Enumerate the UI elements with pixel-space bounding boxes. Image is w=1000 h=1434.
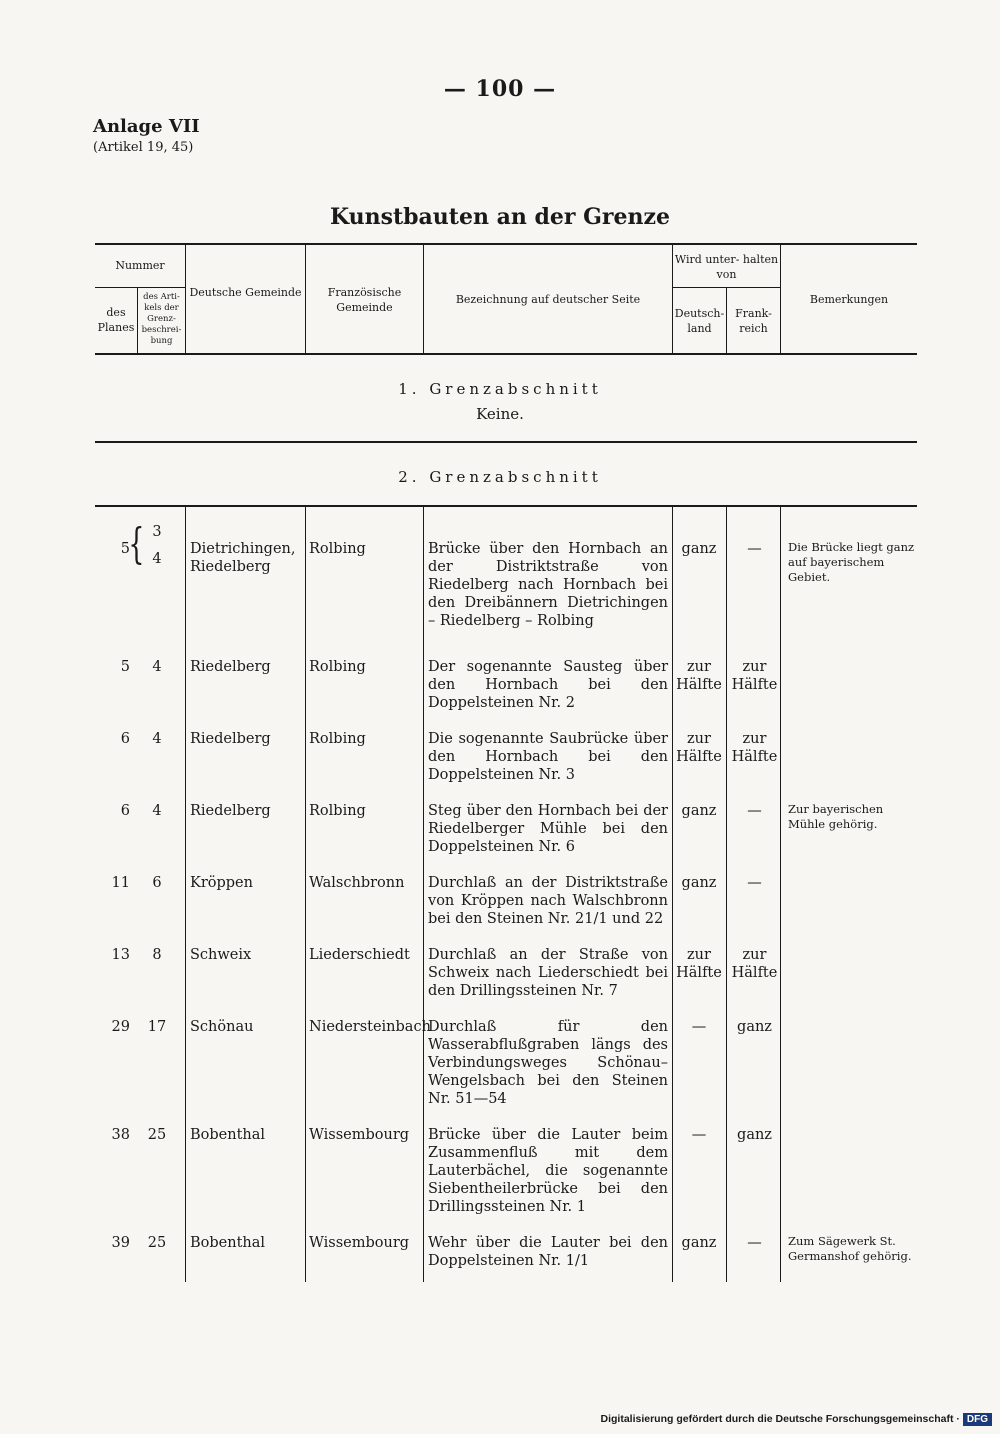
description: Die sogenannte Saubrücke über den Hornbach bei den Doppelsteinen Nr. 3	[428, 731, 668, 783]
french-municipality: Wissembourg	[309, 1235, 410, 1251]
section-rule	[95, 441, 917, 443]
maintained-by-france: ganz	[737, 1127, 772, 1143]
column-rule	[305, 507, 306, 1282]
article-number: 25	[147, 1235, 167, 1251]
header-bezeichnung: Bezeichnung auf deutscher Seite	[455, 293, 641, 306]
article-number: 4	[152, 659, 162, 675]
article-number: 4	[152, 803, 162, 819]
article-number: 17	[147, 1019, 167, 1035]
remarks: Zum Sägewerk St. Germanshof gehörig.	[788, 1234, 912, 1263]
footer-credit	[601, 1413, 993, 1426]
maintained-by-germany: ganz	[681, 1235, 717, 1251]
nummer-sub-rule	[95, 287, 185, 288]
article-number: 4	[152, 731, 162, 747]
header-frankreich: Frank- reich	[735, 307, 772, 335]
table-top-rule	[95, 243, 917, 245]
header-deutschland: Deutsch- land	[674, 307, 725, 335]
french-municipality: Liederschiedt	[309, 947, 410, 963]
article-number: 4	[152, 551, 162, 567]
section-title: 2. Grenzabschnitt	[398, 468, 602, 486]
maintained-by-germany: zur Hälfte	[676, 731, 722, 765]
remarks: Die Brücke liegt ganz auf bayerischem Gebiet.	[788, 540, 915, 584]
document-title: Kunstbauten an der Grenze	[329, 204, 671, 230]
french-municipality: Rolbing	[309, 659, 366, 675]
french-municipality: Wissembourg	[309, 1127, 410, 1143]
page-number: — 100 —	[443, 76, 557, 102]
maintained-by-france: ganz	[737, 1019, 772, 1035]
german-municipality: Schönau	[190, 1019, 254, 1035]
plan-number: 5	[120, 659, 130, 675]
plan-number: 5	[120, 541, 130, 557]
footer-text: Digitalisierung gefördert durch die Deutsche Forschungsgemeinschaft ·	[600, 1413, 960, 1425]
section-rule	[95, 505, 917, 507]
section-title: 1. Grenzabschnitt	[398, 380, 602, 398]
plan-number: 29	[111, 1019, 130, 1035]
french-municipality: Rolbing	[309, 803, 366, 819]
section-note: Keine.	[476, 405, 524, 423]
maintained-by-germany: —	[691, 1019, 707, 1035]
column-rule	[423, 507, 424, 1282]
german-municipality: Riedelberg	[190, 659, 271, 675]
maintained-by-france: —	[747, 541, 762, 557]
description: Wehr über die Lauter bei den Doppelsteinen Nr. 1/1	[428, 1235, 668, 1269]
german-municipality: Dietrichingen, Riedelberg	[190, 541, 296, 575]
description: Durchlaß an der Straße von Schweix nach Liederschiedt bei den Drillingssteinen Nr. 7	[428, 947, 668, 999]
article-number: 8	[152, 947, 162, 963]
maintained-by-germany: ganz	[681, 875, 717, 891]
annex-reference: (Artikel 19, 45)	[93, 140, 194, 155]
plan-number: 38	[111, 1127, 130, 1143]
description: Steg über den Hornbach bei der Riedelberger Mühle bei den Doppelsteinen Nr. 6	[428, 803, 668, 855]
description: Brücke über den Hornbach an der Distriktstraße von Riedelberg nach Hornbach bei den Dreibännern Dietrichingen – Riedelberg – Rolbing	[428, 541, 668, 629]
plan-number: 13	[111, 947, 130, 963]
maintained-by-germany: —	[691, 1127, 707, 1143]
dfg-logo: DFG	[963, 1413, 992, 1426]
header-nummer: Nummer	[115, 259, 165, 272]
description: Brücke über die Lauter beim Zusammenfluß mit dem Lauterbächel, die sogenannte Siebentheilerbrücke bei den Drillingssteinen Nr. 1	[428, 1127, 668, 1215]
maintained-by-france: —	[747, 803, 762, 819]
header-franzoesische-gemeinde: Französische Gemeinde	[327, 286, 402, 314]
article-number: 25	[147, 1127, 167, 1143]
header-des-planes: des Planes	[97, 306, 135, 334]
french-municipality: Rolbing	[309, 541, 366, 557]
article-number: 3	[152, 524, 162, 540]
column-rule	[780, 507, 781, 1282]
german-municipality: Riedelberg	[190, 731, 271, 747]
remarks: Zur bayerischen Mühle gehörig.	[788, 802, 884, 831]
plan-number: 6	[120, 803, 130, 819]
french-municipality: Niedersteinbach	[309, 1019, 431, 1035]
header-bemerkungen: Bemerkungen	[809, 293, 889, 306]
french-municipality: Walschbronn	[309, 875, 405, 891]
description: Durchlaß für den Wasserabflußgraben längs des Verbindungsweges Schönau–Wengelsbach bei den Steinen Nr. 51—54	[428, 1019, 668, 1107]
maintained-by-germany: ganz	[681, 541, 717, 557]
article-number: 6	[152, 875, 162, 891]
german-municipality: Bobenthal	[190, 1235, 266, 1251]
maintained-by-germany: zur Hälfte	[676, 947, 722, 981]
column-rule	[672, 507, 673, 1282]
plan-number: 6	[120, 731, 130, 747]
maintained-by-france: —	[747, 875, 762, 891]
german-municipality: Riedelberg	[190, 803, 271, 819]
maintained-by-france: —	[747, 1235, 762, 1251]
maintained-by-france: zur Hälfte	[731, 947, 778, 981]
german-municipality: Schweix	[190, 947, 252, 963]
description: Der sogenannte Sausteg über den Hornbach bei den Doppelsteinen Nr. 2	[428, 659, 668, 711]
column-rule	[726, 507, 727, 1282]
maintained-by-germany: zur Hälfte	[676, 659, 722, 693]
maintained-by-france: zur Hälfte	[731, 731, 778, 765]
column-rule	[185, 507, 186, 1282]
german-municipality: Kröppen	[190, 875, 253, 891]
description: Durchlaß an der Distriktstraße von Kröppen nach Walschbronn bei den Steinen Nr. 21/1 und 22	[428, 875, 668, 927]
header-bottom-rule	[95, 353, 917, 355]
header-deutsche-gemeinde: Deutsche Gemeinde	[189, 286, 302, 299]
header-des-artikels: des Arti- kels der Grenz- beschrei- bung	[141, 292, 182, 346]
plan-number: 39	[111, 1235, 130, 1251]
maintained-by-france: zur Hälfte	[731, 659, 778, 693]
maintained-by-germany: ganz	[681, 803, 717, 819]
header-unterhalten: Wird unter- halten von	[674, 253, 779, 281]
annex-label: Anlage VII	[93, 116, 200, 137]
plan-number: 11	[111, 875, 130, 891]
german-municipality: Bobenthal	[190, 1127, 266, 1143]
french-municipality: Rolbing	[309, 731, 366, 747]
brace-icon: {	[128, 519, 145, 568]
